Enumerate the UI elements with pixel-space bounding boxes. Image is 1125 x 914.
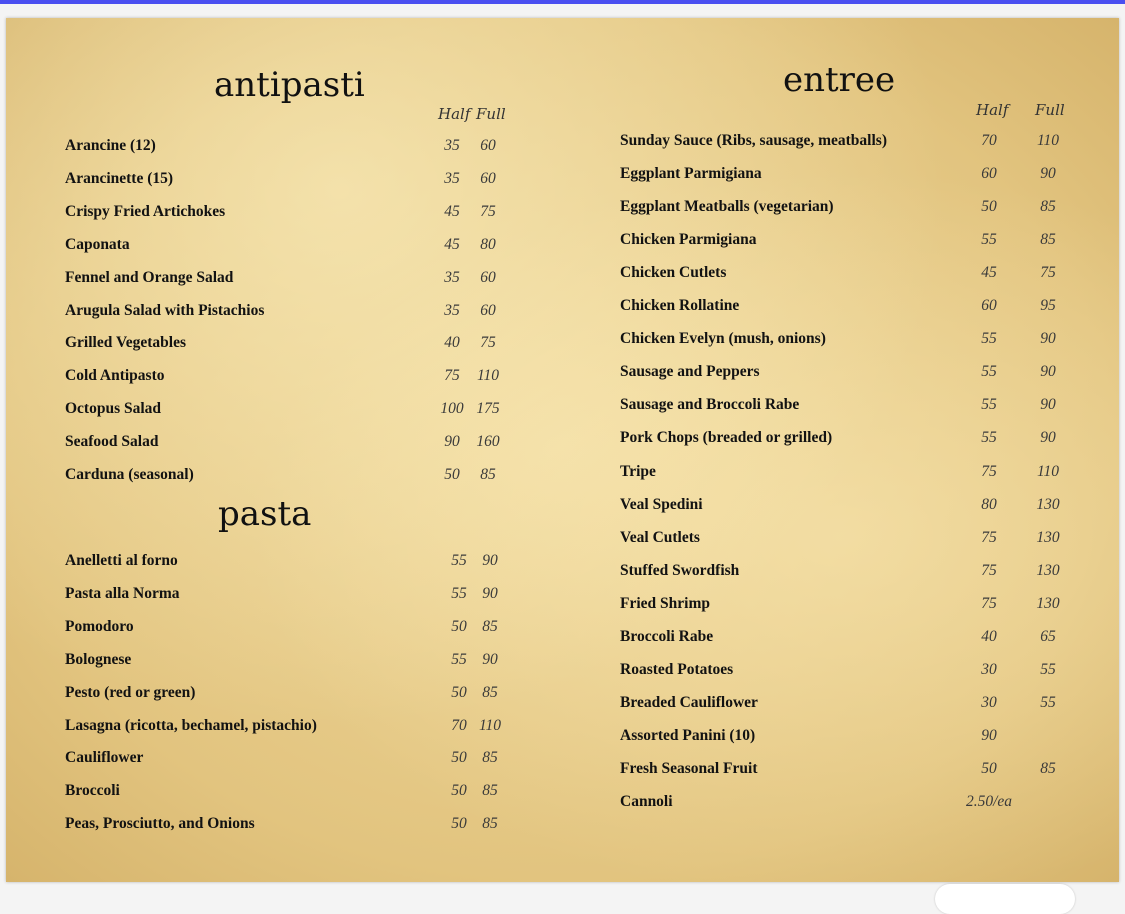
menu-item-name: Sausage and Broccoli Rabe (620, 396, 800, 414)
menu-item-half-price: 35 (444, 301, 460, 319)
menu-item-half-price: 50 (451, 782, 467, 800)
menu-item-name: Fried Shrimp (620, 594, 710, 612)
menu-item-name: Peas, Prosciutto, and Onions (65, 815, 255, 833)
menu-item-full-price: 75 (480, 334, 496, 352)
menu-item-full-price: 85 (482, 617, 498, 635)
menu-item-name: Cold Antipasto (65, 367, 165, 385)
menu-item-full-price: 175 (476, 400, 500, 418)
menu-item-half-price: 75 (981, 528, 997, 546)
menu-item-full-price: 110 (478, 716, 502, 734)
menu-item-half-price: 55 (451, 552, 467, 569)
menu-item-half-price: 75 (981, 594, 997, 612)
menu-item-name: Stuffed Swordfish (620, 561, 740, 579)
menu-item-full-price: 110 (1036, 462, 1060, 480)
menu-item-full-price: 85 (482, 683, 498, 701)
floating-pill (935, 884, 1075, 914)
menu-item-full-price: 110 (1036, 132, 1060, 149)
menu-item-name: Arugula Salad with Pistachios (65, 301, 265, 319)
menu-item-name: Eggplant Meatballs (vegetarian) (620, 198, 834, 216)
menu-item-half-price: 30 (981, 693, 997, 711)
menu-item-half-price: 55 (981, 396, 997, 414)
menu-item-half-price: 55 (451, 650, 467, 668)
menu-item-full-price: 130 (1036, 561, 1060, 579)
menu-item-half-price: 50 (451, 815, 467, 833)
menu-item-full-price: 60 (480, 137, 496, 154)
menu-item-full-price: 160 (476, 433, 500, 451)
menu-item-full-price: 90 (1040, 396, 1056, 414)
menu-item-name: Tripe (620, 462, 656, 480)
menu-item-name: Pork Chops (breaded or grilled) (620, 429, 833, 447)
menu-item-full-price: 85 (482, 749, 498, 767)
menu-item-half-price: 50 (451, 617, 467, 635)
antipasti-half-header: Half (438, 105, 471, 123)
menu-item-name: Anelletti al forno (65, 552, 178, 569)
menu-item-half-price: 35 (444, 268, 460, 286)
antipasti-full-header: Full (476, 105, 506, 123)
menu-item-name: Fresh Seasonal Fruit (620, 759, 758, 777)
menu-item-half-price: 50 (444, 466, 460, 483)
menu-item-half-price: 55 (981, 330, 997, 348)
menu-item-name: Octopus Salad (65, 400, 162, 418)
menu-item-half-price: 55 (981, 231, 997, 249)
menu-item-full-price: 75 (480, 202, 496, 220)
menu-item-full-price: 90 (1040, 165, 1056, 183)
menu-item-name: Cauliflower (65, 749, 144, 767)
menu-item-full-price: 65 (1040, 627, 1056, 645)
menu-item-name: Roasted Potatoes (620, 660, 734, 678)
menu-item-name: Seafood Salad (65, 433, 159, 451)
menu-item-half-price: 80 (981, 495, 997, 513)
menu-item-half-price: 75 (981, 462, 997, 480)
menu-item-name: Chicken Evelyn (mush, onions) (620, 330, 826, 348)
browser-accent-bar (0, 0, 1125, 4)
menu-item-half-price: 40 (444, 334, 460, 352)
menu-item-half-price: 35 (444, 169, 460, 187)
menu-item-full-price: 85 (482, 815, 498, 833)
menu-item-full-price: 85 (1040, 231, 1056, 249)
menu-item-half-price: 45 (444, 235, 460, 253)
menu-item-name: Chicken Parmigiana (620, 231, 757, 249)
menu-item-full-price: 90 (482, 584, 498, 602)
menu-item-full-price: 95 (1040, 297, 1056, 315)
menu-item-half-price: 60 (981, 165, 997, 183)
menu-item-name: Broccoli (65, 782, 120, 800)
menu-item-full-price: 60 (480, 301, 496, 319)
menu-item-full-price: 90 (1040, 363, 1056, 381)
menu-item-full-price: 85 (482, 782, 498, 800)
menu-item-full-price: 90 (482, 552, 498, 569)
menu-item-full-price: 130 (1036, 594, 1060, 612)
menu-item-full-price: 90 (1040, 429, 1056, 447)
entree-full-header: Full (1035, 101, 1065, 119)
menu-item-name: Arancinette (15) (65, 169, 174, 187)
menu-item-full-price: 55 (1040, 693, 1056, 711)
menu-item-half-price: 2.50/ea (965, 793, 1013, 810)
menu-item-full-price: 90 (1040, 330, 1056, 348)
menu-item-full-price: 110 (476, 367, 500, 385)
menu-item-name: Chicken Rollatine (620, 297, 740, 315)
menu-item-name: Chicken Cutlets (620, 264, 727, 282)
menu-item-half-price: 55 (981, 429, 997, 447)
menu-item-name: Sausage and Peppers (620, 363, 760, 381)
menu-item-full-price: 85 (1040, 198, 1056, 216)
menu-item-name: Eggplant Parmigiana (620, 165, 762, 183)
menu-item-name: Crispy Fried Artichokes (65, 202, 226, 220)
menu-item-name: Grilled Vegetables (65, 334, 186, 352)
menu-item-name: Sunday Sauce (Ribs, sausage, meatballs) (620, 132, 887, 149)
menu-item-half-price: 90 (444, 433, 460, 451)
menu-item-half-price: 50 (451, 749, 467, 767)
menu-item-name: Cannoli (620, 793, 673, 810)
entree-half-header: Half (976, 101, 1009, 119)
menu-item-name: Pesto (red or green) (65, 683, 196, 701)
menu-item-half-price: 40 (981, 627, 997, 645)
menu-item-name: Veal Spedini (620, 495, 703, 513)
menu-item-name: Assorted Panini (10) (620, 726, 756, 744)
antipasti-title: antipasti (214, 65, 365, 105)
menu-item-half-price: 50 (981, 759, 997, 777)
menu-item-half-price: 55 (981, 363, 997, 381)
menu-item-name: Breaded Cauliflower (620, 693, 758, 711)
entree-title: entree (783, 60, 896, 100)
menu-item-half-price: 70 (451, 716, 467, 734)
menu-item-name: Fennel and Orange Salad (65, 268, 234, 286)
menu-item-half-price: 100 (440, 400, 464, 418)
menu-item-full-price: 55 (1040, 660, 1056, 678)
menu-item-half-price: 50 (451, 683, 467, 701)
menu-item-full-price: 75 (1040, 264, 1056, 282)
menu-item-half-price: 60 (981, 297, 997, 315)
menu-item-half-price: 45 (444, 202, 460, 220)
menu-item-full-price: 90 (482, 650, 498, 668)
menu-item-name: Pasta alla Norma (65, 584, 180, 602)
menu-page (6, 18, 1119, 882)
menu-item-name: Carduna (seasonal) (65, 466, 194, 483)
menu-item-half-price: 35 (444, 137, 460, 154)
menu-item-full-price: 60 (480, 268, 496, 286)
menu-item-half-price: 30 (981, 660, 997, 678)
menu-item-name: Pomodoro (65, 617, 134, 635)
menu-item-half-price: 50 (981, 198, 997, 216)
menu-item-full-price: 80 (480, 235, 496, 253)
menu-item-full-price: 130 (1036, 528, 1060, 546)
menu-item-name: Lasagna (ricotta, bechamel, pistachio) (65, 716, 317, 734)
menu-item-name: Veal Cutlets (620, 528, 700, 546)
menu-item-name: Caponata (65, 235, 130, 253)
menu-item-name: Arancine (12) (65, 137, 156, 154)
menu-item-name: Bolognese (65, 650, 132, 668)
menu-item-half-price: 70 (981, 132, 997, 149)
pasta-title: pasta (218, 494, 312, 534)
menu-item-half-price: 75 (981, 561, 997, 579)
menu-item-half-price: 45 (981, 264, 997, 282)
menu-item-name: Broccoli Rabe (620, 627, 714, 645)
menu-item-full-price: 85 (480, 466, 496, 483)
menu-item-full-price: 130 (1036, 495, 1060, 513)
menu-item-full-price: 60 (480, 169, 496, 187)
menu-item-full-price: 85 (1040, 759, 1056, 777)
menu-item-half-price: 75 (444, 367, 460, 385)
menu-item-half-price: 55 (451, 584, 467, 602)
menu-item-half-price: 90 (981, 726, 997, 744)
